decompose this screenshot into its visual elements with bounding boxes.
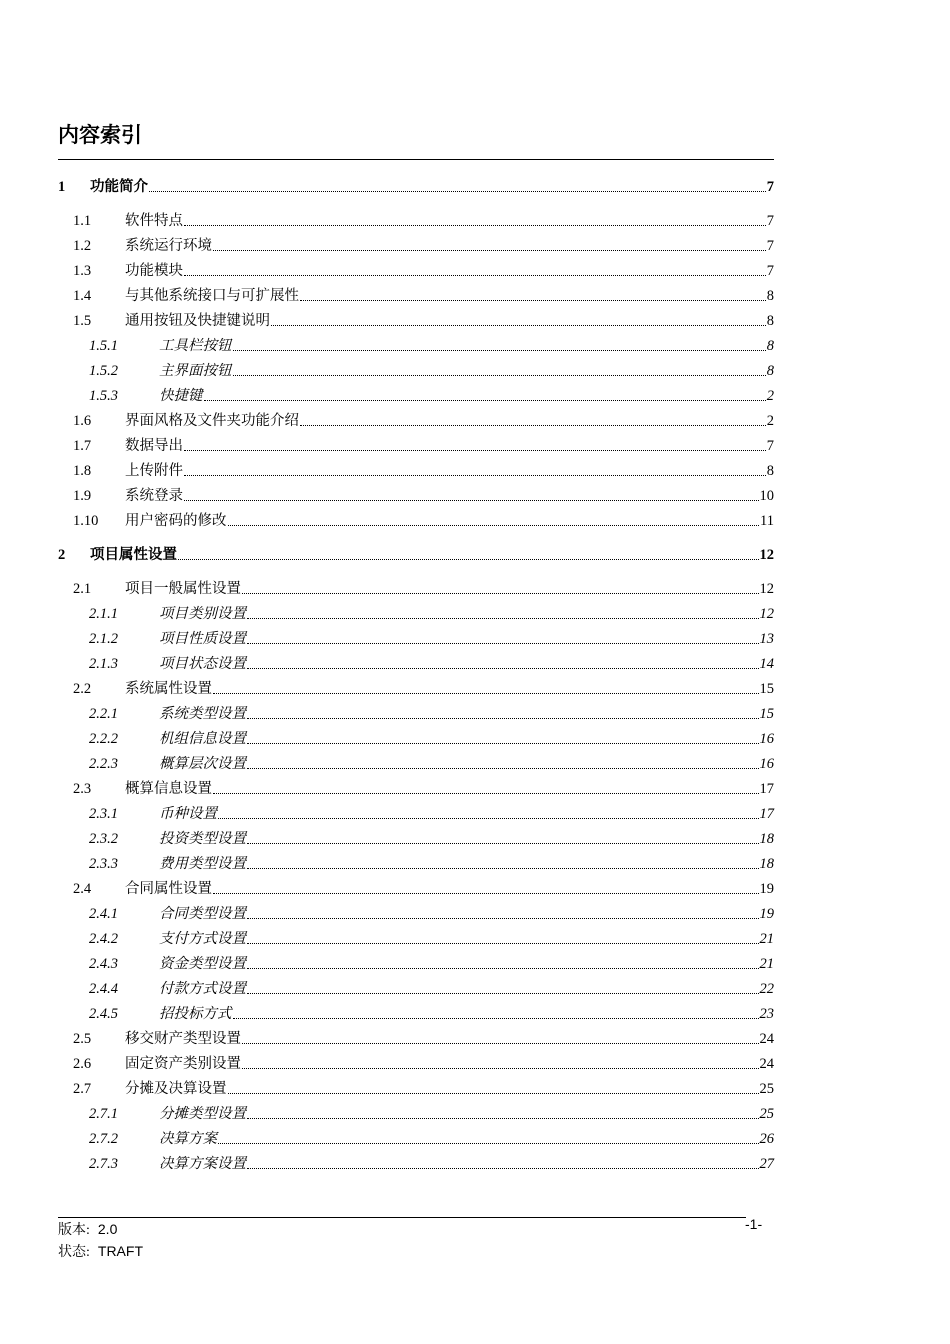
toc-entry[interactable] [73, 256, 774, 280]
toc-entry-number: 1.10 [73, 513, 99, 529]
dot-leader [184, 474, 766, 476]
toc-entry-page: 12 [759, 581, 774, 597]
toc-entry-number: 1.8 [73, 463, 92, 479]
toc-entry-number: 1.9 [73, 488, 92, 504]
toc-entry-title: 付款方式设置 [159, 981, 246, 997]
toc-entry-number: 2.5 [73, 1031, 92, 1047]
toc-entry-number: 2.7.1 [89, 1106, 118, 1122]
toc-entry-title: 工具栏按钮 [159, 338, 232, 354]
toc-entry-page: 26 [759, 1131, 774, 1147]
toc-entry-title: 支付方式设置 [159, 931, 246, 947]
toc-entry-number: 2.6 [73, 1056, 92, 1072]
toc-entry-title: 合同类型设置 [159, 906, 246, 922]
toc-entry-title: 上传附件 [125, 463, 183, 479]
dot-leader [247, 1167, 759, 1169]
dot-leader [178, 558, 759, 560]
toc-entry[interactable] [89, 1099, 774, 1123]
toc-entry-page: 18 [759, 831, 774, 847]
toc-entry-page: 18 [759, 856, 774, 872]
toc-entry-number: 2.7 [73, 1081, 92, 1097]
version-label: 版本: [58, 1223, 90, 1238]
toc-entry-number: 2.2.3 [89, 756, 118, 772]
toc-entry-page: 25 [759, 1081, 774, 1097]
toc-entry-number: 2 [58, 547, 66, 563]
toc-entry-number: 1.7 [73, 438, 92, 454]
toc-entry-number: 2.2.2 [89, 731, 118, 747]
toc-entry[interactable] [73, 506, 774, 530]
toc-entry-page: 16 [759, 731, 774, 747]
dot-leader [300, 299, 766, 301]
toc-entry[interactable] [73, 874, 774, 898]
dot-leader [247, 867, 759, 869]
toc-entry-number: 1.5.2 [89, 363, 118, 379]
toc-entry-title: 项目状态设置 [159, 656, 246, 672]
toc-entry-number: 2.4.1 [89, 906, 118, 922]
toc-entry[interactable] [89, 331, 774, 355]
dot-leader [247, 967, 759, 969]
toc-entry-number: 2.3.1 [89, 806, 118, 822]
toc-entry-page: 12 [759, 606, 774, 622]
toc-entry[interactable] [73, 281, 774, 305]
toc-entry-number: 1.3 [73, 263, 92, 279]
dot-leader [228, 1092, 759, 1094]
dot-leader [247, 1117, 759, 1119]
toc-entry-number: 2.1.3 [89, 656, 118, 672]
toc-entry-title: 固定资产类别设置 [125, 1056, 241, 1072]
dot-leader [218, 817, 759, 819]
toc-entry[interactable] [73, 431, 774, 455]
toc-entry-number: 2.1.2 [89, 631, 118, 647]
toc-entry-page: 17 [759, 781, 774, 797]
toc-entry[interactable] [89, 1149, 774, 1173]
toc-entry[interactable] [89, 699, 774, 723]
toc-entry-page: 11 [760, 513, 774, 529]
toc-entry-title: 功能模块 [125, 263, 183, 279]
dot-leader [247, 642, 759, 644]
footer-divider [58, 1217, 746, 1218]
toc-entry-page: 17 [759, 806, 774, 822]
toc-entry-title: 系统类型设置 [159, 706, 246, 722]
toc-entry[interactable] [73, 306, 774, 330]
toc-entry-title: 系统属性设置 [125, 681, 212, 697]
page-title: 内容索引 [58, 123, 142, 147]
toc-entry[interactable] [89, 749, 774, 773]
toc-entry[interactable] [58, 540, 774, 564]
toc-entry[interactable] [89, 599, 774, 623]
toc-entry-number: 2.7.2 [89, 1131, 118, 1147]
toc-entry-page: 10 [759, 488, 774, 504]
toc-entry-page: 21 [759, 931, 774, 947]
toc-entry-title: 分摊类型设置 [159, 1106, 246, 1122]
dot-leader [184, 449, 766, 451]
toc-entry-number: 1.6 [73, 413, 92, 429]
toc-entry-title: 分摊及决算设置 [125, 1081, 227, 1097]
dot-leader [213, 692, 759, 694]
dot-leader [242, 1042, 759, 1044]
toc-entry[interactable] [89, 974, 774, 998]
toc-entry-number: 1.4 [73, 288, 92, 304]
toc-entry-number: 1.1 [73, 213, 92, 229]
toc-entry-page: 19 [759, 906, 774, 922]
version-line [58, 1220, 117, 1240]
toc-entry-title: 软件特点 [125, 213, 183, 229]
dot-leader [213, 249, 766, 251]
version-value: 2.0 [97, 1221, 118, 1237]
toc-entry-title: 项目类别设置 [159, 606, 246, 622]
toc-entry-number: 1.5 [73, 313, 92, 329]
toc-entry[interactable] [89, 949, 774, 973]
dot-leader [184, 274, 766, 276]
toc-entry-page: 12 [759, 547, 774, 563]
toc-entry-page: 8 [766, 363, 774, 379]
toc-entry[interactable] [89, 849, 774, 873]
toc-entry-title: 移交财产类型设置 [125, 1031, 241, 1047]
toc-entry-number: 2.4 [73, 881, 92, 897]
dot-leader [184, 499, 759, 501]
toc-entry-title: 投资类型设置 [159, 831, 246, 847]
toc-entry-number: 2.3.3 [89, 856, 118, 872]
toc-entry-title: 币种设置 [159, 806, 217, 822]
toc-entry-page: 15 [759, 681, 774, 697]
dot-leader [247, 717, 759, 719]
status-line [58, 1242, 143, 1262]
dot-leader [233, 349, 766, 351]
toc-entry[interactable] [89, 924, 774, 948]
toc-entry[interactable] [73, 774, 774, 798]
toc-entry[interactable] [89, 899, 774, 923]
toc-entry[interactable] [73, 574, 774, 598]
toc-entry[interactable] [89, 799, 774, 823]
toc-entry-page: 8 [766, 463, 774, 479]
toc-entry-page: 8 [766, 313, 774, 329]
toc-entry-page: 7 [766, 238, 774, 254]
toc-entry-page: 13 [759, 631, 774, 647]
dot-leader [233, 1017, 759, 1019]
dot-leader [247, 742, 759, 744]
toc-entry-number: 2.3 [73, 781, 92, 797]
toc-entry[interactable] [89, 649, 774, 673]
toc-entry-number: 2.4.5 [89, 1006, 118, 1022]
toc-entry-title: 项目一般属性设置 [125, 581, 241, 597]
toc-entry[interactable] [73, 456, 774, 480]
toc-entry[interactable] [73, 1049, 774, 1073]
toc-entry-title: 界面风格及文件夹功能介绍 [125, 413, 299, 429]
toc-entry-title: 数据导出 [125, 438, 183, 454]
toc-entry-page: 7 [766, 213, 774, 229]
dot-leader [247, 842, 759, 844]
toc-entry-number: 2.4.2 [89, 931, 118, 947]
toc-entry-title: 用户密码的修改 [125, 513, 227, 529]
toc-entry-page: 7 [766, 438, 774, 454]
dot-leader [242, 1067, 759, 1069]
toc-entry-page: 19 [759, 881, 774, 897]
toc-entry-title: 决算方案 [159, 1131, 217, 1147]
toc-entry-page: 27 [759, 1156, 774, 1172]
toc-entry-page: 2 [766, 413, 774, 429]
toc-entry[interactable] [89, 624, 774, 648]
toc-entry-page: 21 [759, 956, 774, 972]
toc-entry[interactable] [89, 381, 774, 405]
toc-entry-title: 概算层次设置 [159, 756, 246, 772]
toc-entry[interactable] [89, 999, 774, 1023]
toc-entry-page: 8 [766, 338, 774, 354]
toc-entry-title: 资金类型设置 [159, 956, 246, 972]
toc-entry-page: 24 [759, 1031, 774, 1047]
dot-leader [247, 617, 759, 619]
toc-entry[interactable] [73, 1024, 774, 1048]
toc-entry-title: 项目性质设置 [159, 631, 246, 647]
dot-leader [242, 592, 759, 594]
toc-entry-number: 2.4.3 [89, 956, 118, 972]
toc-entry-page: 24 [759, 1056, 774, 1072]
toc-entry-title: 招投标方式 [159, 1006, 232, 1022]
dot-leader [149, 190, 766, 192]
dot-leader [300, 424, 766, 426]
toc-entry-page: 2 [766, 388, 774, 404]
toc-entry[interactable] [73, 231, 774, 255]
toc-entry-title: 主界面按钮 [159, 363, 232, 379]
toc-entry-number: 1 [58, 179, 66, 195]
page-number: -1- [745, 1216, 763, 1232]
toc-entry-number: 1.5.3 [89, 388, 118, 404]
dot-leader [228, 524, 760, 526]
dot-leader [247, 992, 759, 994]
dot-leader [218, 1142, 759, 1144]
toc-entry-title: 决算方案设置 [159, 1156, 246, 1172]
toc-entry-title: 费用类型设置 [159, 856, 246, 872]
toc-entry-page: 25 [759, 1106, 774, 1122]
toc-entry-page: 16 [759, 756, 774, 772]
toc-entry-page: 7 [766, 263, 774, 279]
dot-leader [213, 792, 759, 794]
toc-entry-number: 2.4.4 [89, 981, 118, 997]
toc-entry-title: 合同属性设置 [125, 881, 212, 897]
status-label: 状态: [58, 1245, 90, 1260]
dot-leader [184, 224, 766, 226]
toc-entry[interactable] [73, 206, 774, 230]
toc-entry[interactable] [73, 1074, 774, 1098]
toc-entry[interactable] [89, 724, 774, 748]
toc-entry-title: 机组信息设置 [159, 731, 246, 747]
status-value: TRAFT [97, 1243, 143, 1259]
title-divider [58, 159, 774, 160]
toc-entry-number: 2.7.3 [89, 1156, 118, 1172]
toc-entry[interactable] [73, 674, 774, 698]
toc-entry-title: 系统登录 [125, 488, 183, 504]
toc-entry-title: 概算信息设置 [125, 781, 212, 797]
dot-leader [247, 667, 759, 669]
dot-leader [247, 767, 759, 769]
dot-leader [271, 324, 766, 326]
toc-entry[interactable] [58, 172, 774, 196]
toc-entry-page: 22 [759, 981, 774, 997]
toc-entry-title: 与其他系统接口与可扩展性 [125, 288, 299, 304]
toc-entry-number: 1.2 [73, 238, 92, 254]
toc-entry[interactable] [89, 1124, 774, 1148]
dot-leader [204, 399, 766, 401]
toc-entry-number: 1.5.1 [89, 338, 118, 354]
toc-entry-number: 2.3.2 [89, 831, 118, 847]
toc-entry-title: 通用按钮及快捷键说明 [125, 313, 270, 329]
toc-entry-page: 8 [766, 288, 774, 304]
dot-leader [233, 374, 766, 376]
toc-entry-number: 2.2 [73, 681, 92, 697]
toc-entry-number: 2.1.1 [89, 606, 118, 622]
toc-entry-title: 快捷键 [159, 388, 203, 404]
toc-entry-title: 项目属性设置 [90, 547, 177, 563]
toc-entry-page: 23 [759, 1006, 774, 1022]
toc-entry[interactable] [89, 824, 774, 848]
toc-entry-page: 15 [759, 706, 774, 722]
toc-entry-number: 2.1 [73, 581, 92, 597]
toc-entry[interactable] [73, 481, 774, 505]
toc-entry-page: 14 [759, 656, 774, 672]
toc-entry-page: 7 [766, 179, 774, 195]
toc-entry-title: 功能简介 [90, 179, 148, 195]
toc-entry[interactable] [73, 406, 774, 430]
toc-entry-number: 2.2.1 [89, 706, 118, 722]
dot-leader [247, 942, 759, 944]
dot-leader [213, 892, 759, 894]
toc-entry-title: 系统运行环境 [125, 238, 212, 254]
toc-entry[interactable] [89, 356, 774, 380]
dot-leader [247, 917, 759, 919]
